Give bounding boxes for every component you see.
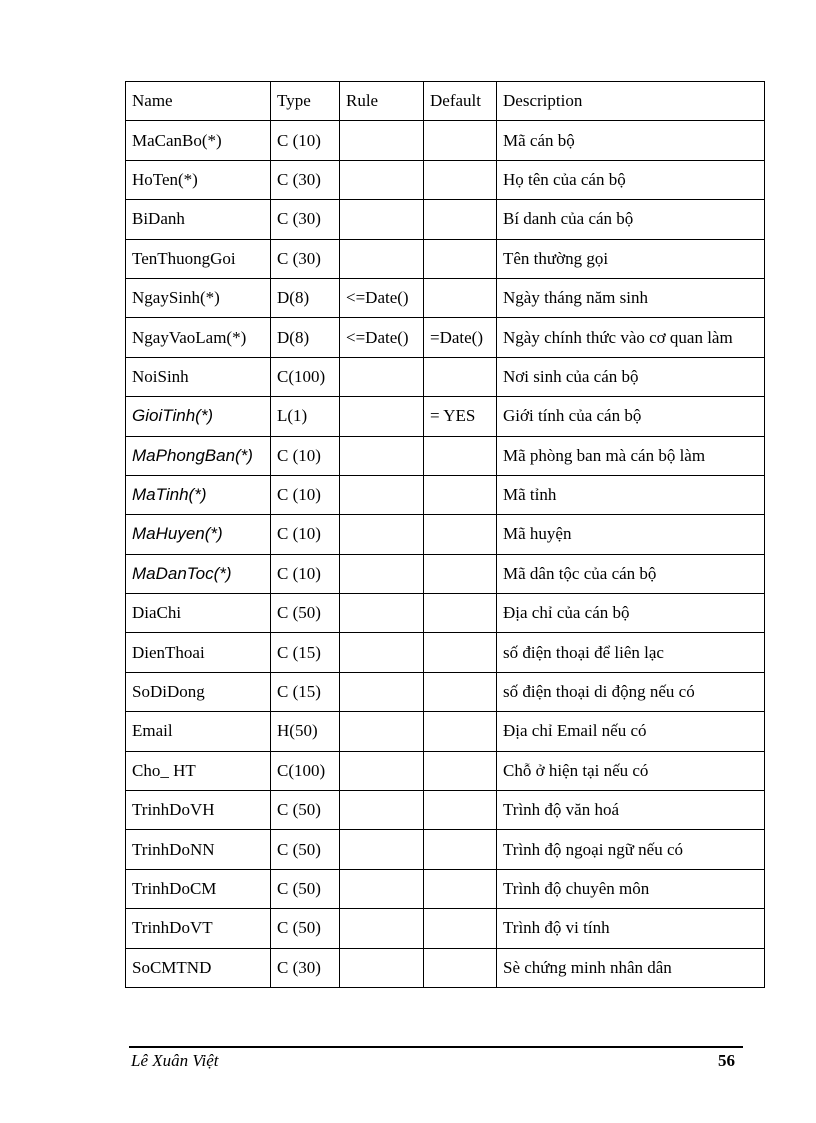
field-default-cell [424,515,497,554]
table-body [126,121,765,988]
field-rule-cell [340,515,424,554]
field-rule-cell [340,121,424,160]
header-type: Type [271,82,340,121]
field-description-cell: Họ tên của cán bộ [497,160,765,199]
field-type-cell: C (30) [271,160,340,199]
field-default-cell [424,357,497,396]
field-default-cell [424,751,497,790]
field-type-cell: C (10) [271,554,340,593]
field-description-cell: Trình độ văn hoá [497,791,765,830]
field-type-cell: C (10) [271,475,340,514]
field-name-cell: DiaChi [126,594,271,633]
field-name-cell: MaPhongBan(*) [126,436,271,475]
field-type-cell: C (30) [271,200,340,239]
field-rule-cell [340,594,424,633]
table-row [126,239,765,278]
field-default-cell [424,791,497,830]
field-description-cell: Trình độ vi tính [497,909,765,948]
field-name-cell: MaCanBo(*) [126,121,271,160]
table-row [126,633,765,672]
field-description-cell: Mã huyện [497,515,765,554]
field-type-cell: H(50) [271,712,340,751]
field-name-cell: BiDanh [126,200,271,239]
field-description-cell: Bí danh của cán bộ [497,200,765,239]
field-rule-cell: <=Date() [340,318,424,357]
field-type-cell: C (15) [271,672,340,711]
field-type-cell: D(8) [271,318,340,357]
field-name-cell: HoTen(*) [126,160,271,199]
field-rule-cell [340,357,424,396]
field-name-cell: TrinhDoCM [126,869,271,908]
field-rule-cell [340,200,424,239]
field-name-cell: TenThuongGoi [126,239,271,278]
field-type-cell: C (30) [271,239,340,278]
field-rule-cell [340,948,424,987]
field-default-cell [424,239,497,278]
table-row [126,278,765,317]
table-row [126,475,765,514]
field-description-cell: Mã phòng ban mà cán bộ làm [497,436,765,475]
field-name-cell: NgayVaoLam(*) [126,318,271,357]
field-default-cell [424,869,497,908]
field-rule-cell [340,397,424,436]
field-rule-cell [340,751,424,790]
field-name-cell: MaDanToc(*) [126,554,271,593]
field-rule-cell [340,633,424,672]
table-row [126,672,765,711]
field-rule-cell [340,791,424,830]
field-default-cell [424,948,497,987]
field-type-cell: C (50) [271,594,340,633]
field-name-cell: TrinhDoVH [126,791,271,830]
header-description: Description [497,82,765,121]
page-number: 56 [718,1051,735,1070]
table-row [126,751,765,790]
field-description-cell: Ngày tháng năm sinh [497,278,765,317]
field-name-cell: MaHuyen(*) [126,515,271,554]
table-row [126,909,765,948]
table-row [126,318,765,357]
field-default-cell [424,278,497,317]
field-type-cell: C (50) [271,791,340,830]
field-description-cell: Trình độ ngoại ngữ nếu có [497,830,765,869]
field-type-cell: C (10) [271,515,340,554]
table-row [126,594,765,633]
field-type-cell: L(1) [271,397,340,436]
field-type-cell: C (15) [271,633,340,672]
field-rule-cell [340,712,424,751]
field-rule-cell [340,672,424,711]
table-row [126,436,765,475]
field-description-cell: số điện thoại di động nếu có [497,672,765,711]
field-default-cell [424,475,497,514]
field-rule-cell [340,554,424,593]
table-row [126,121,765,160]
field-rule-cell [340,160,424,199]
field-rule-cell [340,475,424,514]
field-default-cell [424,200,497,239]
field-default-cell [424,712,497,751]
field-name-cell: NoiSinh [126,357,271,396]
field-rule-cell [340,436,424,475]
field-type-cell: C (10) [271,121,340,160]
table-row [126,200,765,239]
field-default-cell: =Date() [424,318,497,357]
field-name-cell: DienThoai [126,633,271,672]
field-description-cell: Mã tỉnh [497,475,765,514]
field-description-cell: Chỗ ở hiện tại nếu có [497,751,765,790]
field-description-cell: Ngày chính thức vào cơ quan làm [497,318,765,357]
table-row [126,357,765,396]
field-default-cell [424,672,497,711]
field-description-cell: Tên thường gọi [497,239,765,278]
field-name-cell: SoCMTND [126,948,271,987]
field-default-cell [424,436,497,475]
header-rule: Rule [340,82,424,121]
field-default-cell [424,594,497,633]
field-type-cell: C (10) [271,436,340,475]
field-type-cell: D(8) [271,278,340,317]
table-row [126,554,765,593]
table-row [126,397,765,436]
field-type-cell: C (50) [271,869,340,908]
field-default-cell [424,633,497,672]
field-name-cell: Cho_ HT [126,751,271,790]
field-description-cell: Mã dân tộc của cán bộ [497,554,765,593]
header-default: Default [424,82,497,121]
table-row [126,869,765,908]
field-type-cell: C(100) [271,357,340,396]
field-name-cell: NgaySinh(*) [126,278,271,317]
table-header-row [126,82,765,121]
field-name-cell: GioiTinh(*) [126,397,271,436]
field-definition-table [125,81,765,988]
field-type-cell: C(100) [271,751,340,790]
field-description-cell: Mã cán bộ [497,121,765,160]
field-default-cell [424,121,497,160]
field-default-cell: = YES [424,397,497,436]
field-default-cell [424,554,497,593]
field-description-cell: số điện thoại để liên lạc [497,633,765,672]
footer-divider [129,1046,743,1048]
field-rule-cell [340,239,424,278]
field-description-cell: Giới tính của cán bộ [497,397,765,436]
table-row [126,160,765,199]
field-type-cell: C (30) [271,948,340,987]
field-description-cell: Địa chỉ Email nếu có [497,712,765,751]
field-description-cell: Địa chỉ của cán bộ [497,594,765,633]
footer-author: Lê Xuân Việt [131,1051,219,1070]
table-row [126,948,765,987]
field-description-cell: Trình độ chuyên môn [497,869,765,908]
field-rule-cell: <=Date() [340,278,424,317]
field-default-cell [424,909,497,948]
field-default-cell [424,160,497,199]
field-name-cell: TrinhDoNN [126,830,271,869]
field-name-cell: SoDiDong [126,672,271,711]
header-name: Name [126,82,271,121]
field-rule-cell [340,869,424,908]
field-type-cell: C (50) [271,830,340,869]
field-name-cell: MaTinh(*) [126,475,271,514]
field-type-cell: C (50) [271,909,340,948]
table-row [126,791,765,830]
table-row [126,515,765,554]
field-rule-cell [340,830,424,869]
field-description-cell: Nơi sinh của cán bộ [497,357,765,396]
field-rule-cell [340,909,424,948]
field-name-cell: TrinhDoVT [126,909,271,948]
table-row [126,712,765,751]
field-name-cell: Email [126,712,271,751]
field-default-cell [424,830,497,869]
field-description-cell: Sè chứng minh nhân dân [497,948,765,987]
table-row [126,830,765,869]
